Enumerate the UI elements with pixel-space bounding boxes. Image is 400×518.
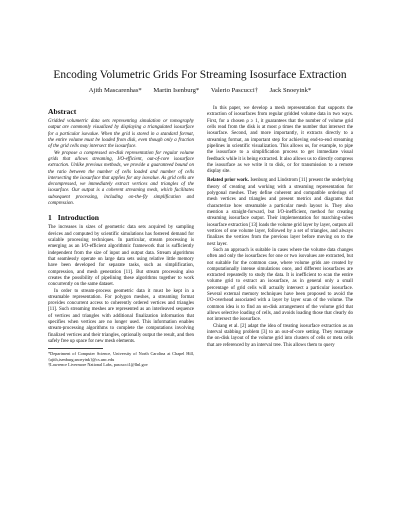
introduction-heading bbox=[48, 213, 194, 222]
section-number: 1 bbox=[48, 213, 52, 223]
body-paragraph: Such an approach is suitable in cases where the volume data changes often and only the isosurfaces for one or two isovalues are extracted, but not suitable for the common case, where volume grids are created by computationally intense simulations once, and different isosurfaces are extracted repeatedly to study the data. It is inefficient to scan the entire volume grid to extract an isosurface, as in general only a small percentage of grid cells will actually intersect a particular isosurface. Several external memory techniques have been proposed to avoid the I/O-overhead associated with a layer by layer scan of the volume. The common idea is to find an on-disk arrangement of the volume grid that allows selective loading of cells, and avoids loading those that clearly do not intersect the isosurface. bbox=[207, 247, 353, 323]
footnote: †Lawrence Livermore National Labs, pascucci1@llnl.gov bbox=[48, 362, 148, 368]
paper-title: Encoding Volumetric Grids For Streaming Isosurface Extraction bbox=[53, 69, 347, 81]
author-name: Ajith Mascarenhas* bbox=[88, 87, 142, 94]
author-name: Valerio Pascucci† bbox=[210, 87, 258, 94]
left-column bbox=[48, 107, 194, 368]
related-work-text: Isenburg and Lindstrom [11] present the underlying theory of creating and working with a streaming representation for polygonal meshes. They define coherent and compatible orderings of mesh vertices and triangles and present metrics and diagrams that characterize how streamable a particular mesh layout is. They also mention a straight-forward, but I/O-inefficient, method for creating streaming isosurface output. Their implementation for marching-cubes isosurface extraction [13] loads the volume grid layer by layer, outputs all vertices of one volume layer, followed by a set of triangles, and always finalizes the vertices from the previous layer before moving on to the next layer. bbox=[207, 178, 353, 247]
author-list bbox=[0, 87, 400, 95]
right-column bbox=[207, 106, 353, 349]
footnote: *Department of Computer Science, University of North Carolina at Chapel Hill, {ajith,isenburg,snoeyink}@cs.unc.edu bbox=[48, 351, 194, 362]
related-work-paragraph bbox=[207, 178, 353, 247]
abstract-paragraph: We propose a compressed on-disk representation for regular volume grids that allows streaming, I/O-efficient, out-of-core isosurface extraction. Unlike previous methods, we provide a guaranteed bound on the ratio between the number of cells loaded and number of cells intersecting the isosurface that applies for any isovalue. As grid cells are decompressed, we immediately extract vertices and triangles of the isosurface. Our output is a coherent streaming mesh, which facilitates subsequent processing, including on-the-fly simplification and compression. bbox=[48, 150, 194, 207]
author-name: Martin Isenburg* bbox=[153, 87, 200, 94]
footnote-divider bbox=[48, 348, 103, 349]
abstract-heading: Abstract bbox=[48, 107, 77, 116]
body-paragraph: The increases in sizes of geometric data sets acquired by sampling devices and computed by scientific simulations has fostered demand for scalable processing techniques. In particular, stream processing is emerging as an I/O-efficient algorithmic framework that is sufficiently independent from the size of input and output data. Stream algorithms that seamlessly operate on large data sets using relative little memory have been developed for separate tasks, such as simplification, compression, and mesh generation [11]. But stream processing also creates the possibility of pipelining these algorithms together to work concurrently on the same dataset. bbox=[48, 225, 194, 288]
body-paragraph: In order to stream-process geometric data it must be kept in a streamable representation. For polygon meshes, a streaming format provides concurrent access to coherently ordered vertices and triangles [11]. Such streaming meshes are represented as an interleaved sequence of vertices and triangles with additional finalization information that specifies when vertices are no longer used. This information enables stream-processing algorithms to complete the computations involving finalized vertices and their triangles, optionally output the result, and then safely free up space for new mesh elements. bbox=[48, 288, 194, 344]
abstract-paragraph: Gridded volumetric data sets representing simulation or tomography output are commonly visualized by displaying a triangulated isosurface for a particular isovalue. When the grid is stored in a standard format, the entire volume must be loaded from disk, even though only a fraction of the grid cells may intersect the isosurface. bbox=[48, 119, 194, 150]
body-paragraph: Chiang et al. [2] adapt the idea of treating isosurface extraction as an interval stabbing problem [3] to an out-of-core setting. They rearrange the on-disk layout of the volume grid into clusters of cells or meta cells that are referenced by an interval tree. This allows them to query bbox=[207, 323, 353, 348]
body-paragraph: In this paper, we develop a mesh representation that supports the extraction of isosurfaces from regular gridded volume data in two ways. First, for a chosen ρ ≥ 1, it guarantees that the number of volume grid cells read from the disk is at most ρ times the number that intersect the isosurface. Second, and more importantly, it extracts directly to a streaming format, an important step for achieving end-to-end streaming pipelines in scientific visualization. This allows us, for example, to pipe the isosurface to a simplification process to get immediate visual feedback while it is being extracted. It also allows us to directly compress the isosurface as we write it to disk, or for transmission to a remote display site. bbox=[207, 106, 353, 175]
section-title: Introduction bbox=[57, 213, 100, 223]
run-in-heading: Related prior work. bbox=[207, 178, 249, 184]
author-name: Jack Snoeyink* bbox=[269, 87, 312, 94]
